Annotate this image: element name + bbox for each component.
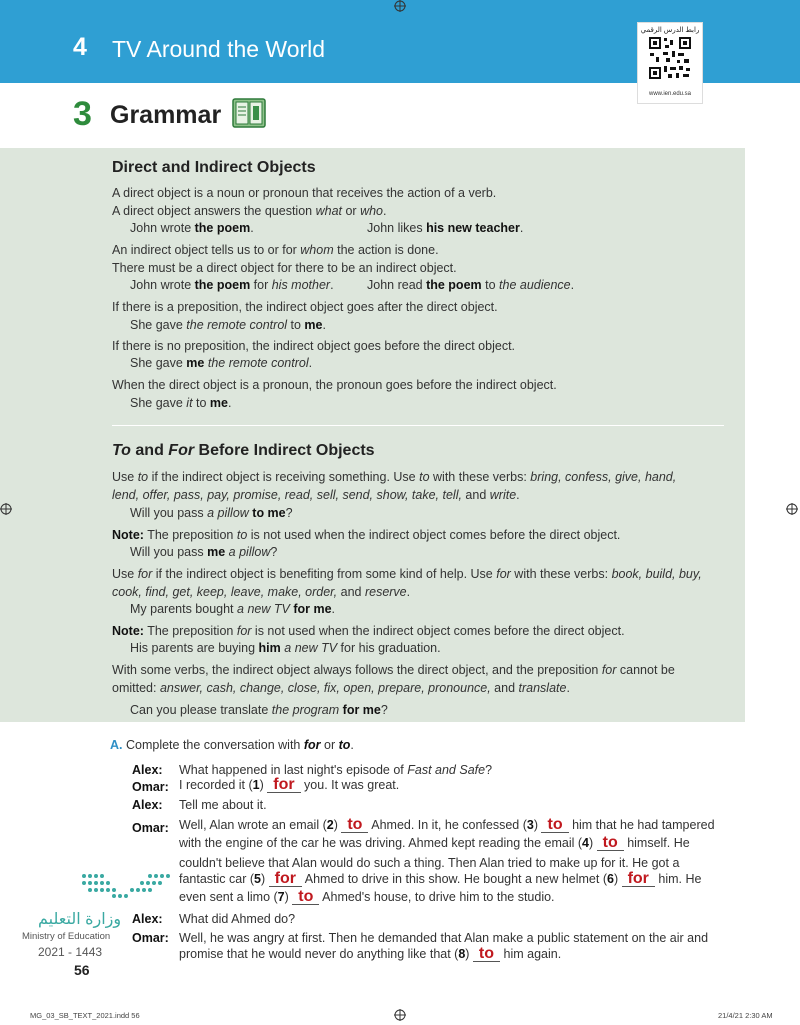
rule-line: cook, find, get, keep, leave, make, order, and reserve. — [112, 585, 411, 599]
speaker-omar: Omar: — [132, 931, 169, 945]
section-divider — [112, 425, 724, 426]
rule-line: omitted: answer, cash, change, close, fix, open, prepare, pronounce, and translate. — [112, 681, 570, 695]
example-line: Will you pass me a pillow? — [130, 545, 278, 559]
note-line: Note: The preposition for is not used when the indirect object comes before the direct object. — [112, 624, 625, 638]
qr-code-icon — [648, 36, 692, 80]
speaker-alex: Alex: — [132, 798, 163, 812]
utterance: I recorded it (1) for you. It was great. — [179, 776, 400, 793]
answer-blank-8[interactable]: to — [473, 947, 500, 962]
print-file-label: MG_03_SB_TEXT_2021.indd 56 — [30, 1011, 140, 1020]
rule-line: With some verbs, the indirect object always follows the direct object, and the preposition for cannot be — [112, 663, 675, 677]
example-line: Will you pass a pillow to me? — [130, 506, 293, 520]
answer-blank-2[interactable]: to — [341, 818, 368, 833]
qr-code-box[interactable] — [637, 22, 703, 104]
answer-blank-7[interactable]: to — [292, 890, 319, 905]
utterance: Well, Alan wrote an email (2) to Ahmed. In it, he confessed (3) to him that he had tampered — [179, 816, 715, 833]
utterance: Well, he was angry at first. Then he demanded that Alan make a public statement on the air and — [179, 931, 709, 945]
rule-line: A direct object answers the question what or who. — [112, 204, 387, 218]
registration-mark-icon — [0, 503, 12, 515]
utterance: Tell me about it. — [179, 798, 267, 812]
example-line: His parents are buying him a new TV for his graduation. — [130, 641, 441, 655]
answer-blank-1[interactable]: for — [267, 778, 300, 793]
section-title: Grammar — [110, 101, 222, 129]
utterance: couldn't believe that Alan would do such a thing. Then Alan tried to make up for it. He got a — [179, 856, 680, 870]
utterance: What happened in last night's episode of Fast and Safe? — [179, 763, 493, 777]
rule-line: Use to if the indirect object is receiving something. Use to with these verbs: bring, confess, give, hand, — [112, 470, 677, 484]
speaker-alex: Alex: — [132, 912, 163, 926]
example-line: My parents bought a new TV for me. — [130, 602, 335, 616]
rule-line: There must be a direct object for there to be an indirect object. — [112, 261, 457, 275]
answer-blank-3[interactable]: to — [541, 818, 568, 833]
answer-blank-5[interactable]: for — [269, 872, 302, 887]
rule-line: A direct object is a noun or pronoun that receives the action of a verb. — [112, 186, 497, 200]
ministry-arabic: وزارة التعليم — [38, 911, 122, 928]
speaker-omar: Omar: — [132, 821, 169, 835]
registration-mark-icon — [786, 503, 798, 515]
answer-blank-4[interactable]: to — [597, 836, 624, 851]
utterance: promise that he would never do anything like that (8) to him again. — [179, 945, 562, 962]
heading-to-for: To and For Before Indirect Objects — [112, 442, 375, 459]
example-line: John wrote the poem. — [130, 221, 254, 235]
unit-number: 4 — [73, 33, 87, 61]
registration-mark-icon — [394, 1009, 406, 1021]
rule-line: lend, offer, pass, pay, promise, read, sell, send, show, take, tell, and write. — [112, 488, 520, 502]
section-number: 3 — [73, 95, 92, 133]
heading-direct-indirect: Direct and Indirect Objects — [112, 159, 316, 176]
ministry-english: Ministry of Education — [22, 931, 111, 942]
speaker-omar: Omar: — [132, 780, 169, 794]
example-line: John wrote the poem for his mother. — [130, 278, 334, 292]
grammar-panel — [0, 148, 745, 722]
utterance: even sent a limo (7) to Ahmed's house, to drive him to the studio. — [179, 888, 555, 905]
rule-line: When the direct object is a pronoun, the pronoun goes before the indirect object. — [112, 378, 557, 392]
unit-title: TV Around the World — [112, 36, 326, 62]
example-line: John likes his new teacher. — [367, 221, 524, 235]
ministry-logo-icon — [80, 870, 172, 900]
rule-line: If there is a preposition, the indirect object goes after the direct object. — [112, 300, 498, 314]
utterance: fantastic car (5) for Ahmed to drive in this show. He bought a new helmet (6) for him. He — [179, 870, 702, 887]
example-line: John read the poem to the audience. — [367, 278, 575, 292]
note-line: Note: The preposition to is not used when the indirect object comes before the direct object. — [112, 528, 621, 542]
rule-line: If there is no preposition, the indirect object goes before the direct object. — [112, 339, 516, 353]
rule-line: An indirect object tells us to or for whom the action is done. — [112, 243, 439, 257]
qr-caption: رابط الدرس الرقمي — [640, 27, 700, 34]
rule-line: Use for if the indirect object is benefiting from some kind of help. Use for with these verbs: book, build, buy, — [112, 567, 702, 581]
example-line: She gave it to me. — [130, 396, 232, 410]
registration-mark-icon — [394, 0, 406, 12]
qr-url: www.ien.edu.sa — [648, 91, 692, 97]
book-icon — [232, 96, 266, 129]
answer-blank-6[interactable]: for — [622, 872, 655, 887]
page-number: 56 — [74, 962, 90, 978]
edition-year: 2021 - 1443 — [38, 945, 103, 959]
utterance: with the engine of the car he was driving. Ahmed kept reading the email (4) to himself. He — [179, 834, 690, 851]
print-datetime: 21/4/21 2:30 AM — [718, 1011, 773, 1020]
example-line: Can you please translate the program for me? — [130, 703, 388, 717]
speaker-alex: Alex: — [132, 763, 163, 777]
utterance: What did Ahmed do? — [179, 912, 296, 926]
exercise-instruction: A. Complete the conversation with for or to. — [110, 738, 354, 752]
example-line: She gave me the remote control. — [130, 356, 313, 370]
example-line: She gave the remote control to me. — [130, 318, 326, 332]
